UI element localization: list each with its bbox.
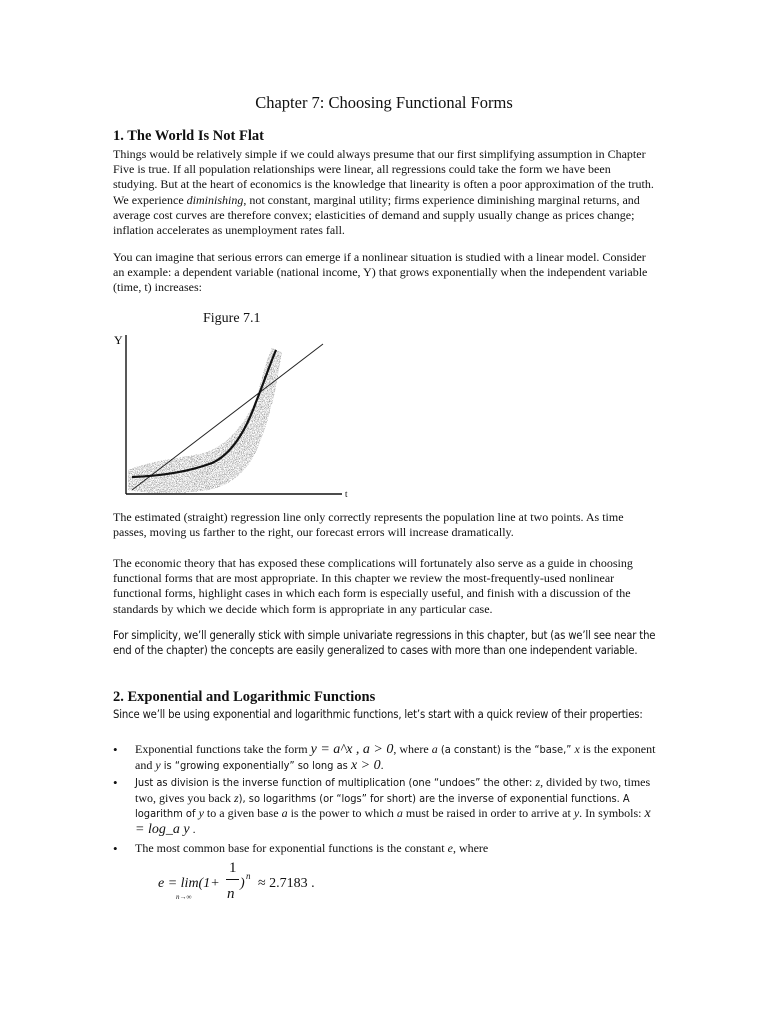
bullet1-text: is “growing exponentially” so long as <box>160 758 351 772</box>
bullet1-text: , where <box>393 742 432 756</box>
var-y: y <box>198 806 204 820</box>
e-formula-close-paren: ) <box>240 876 245 891</box>
var-a: a <box>281 806 288 820</box>
paragraph-intro <box>113 147 658 238</box>
figure-y-axis-label: Y <box>114 333 123 347</box>
figure-x-axis-label: t <box>345 489 348 499</box>
var-z: z <box>535 775 541 789</box>
var-y: y <box>155 757 161 772</box>
bullet1-text: Exponential functions take the form <box>135 742 311 756</box>
paragraph-regression-line: The estimated (straight) regression line only correctly represents the population line at two points. As time passes, moving us farther to the right, our forecast errors will increase dramatically. <box>113 510 624 540</box>
bullet2-text: . <box>189 821 196 836</box>
figure-caption: Figure 7.1 <box>203 311 261 326</box>
var-y: y <box>573 806 580 820</box>
bullet3-text: , where <box>452 841 489 855</box>
bullet2-text: must be raised in order to arrive at <box>402 806 574 820</box>
var-a: a <box>396 806 403 820</box>
var-z: z <box>233 790 239 805</box>
bullet1-text: is the exponent and <box>135 742 656 772</box>
bullet2-text: . In symbols: <box>579 806 645 820</box>
bullet2-text: is the power to which <box>287 806 397 820</box>
paragraph-nonlinear-example: You can imagine that serious errors can emerge if a nonlinear situation is studied with a linear model. Consider an example: a dependent variable (national income, Y) that grows exponentially when the independent variable (time, t) increases: <box>113 250 648 295</box>
para1-text-b: , not constant, marginal utility; firms experience diminishing marginal returns, and average cost curves are therefore convex; elasticities of demand and supply usually change as prices change; inflation accelerates as unemployment rates fall. <box>113 192 640 238</box>
exponential-formula: y = a^x , a > 0 <box>310 742 394 757</box>
chapter-title: Chapter 7: Choosing Functional Forms <box>255 93 513 112</box>
list-item-logarithm <box>113 775 658 837</box>
bullet1-text: (a constant) is the “base,” <box>437 743 575 756</box>
paragraph-review-intro: Since we’ll be using exponential and logarithmic functions, let’s start with a quick review of their properties: <box>113 708 643 721</box>
bullet2-text: to a given base <box>203 806 282 820</box>
para1-emphasis: diminishing <box>186 192 244 207</box>
bullet2-text: Just as division is the inverse function of multiplication (one “undoes” the other: <box>135 776 536 789</box>
var-e: e <box>447 841 453 855</box>
bullet3-text: The most common base for exponential functions is the constant <box>135 841 448 855</box>
e-formula-frac-num: 1 <box>229 860 237 876</box>
e-formula-rhs: ≈ 2.7183 . <box>258 876 315 891</box>
figure-scatter-cloud <box>128 348 282 493</box>
e-formula-lhs: e = lim(1+ <box>158 876 220 891</box>
e-formula-frac-bar <box>226 879 239 880</box>
properties-list <box>113 742 658 857</box>
var-a: a <box>431 742 438 756</box>
bullet2-text: ), so logarithms (or “logs” for short) are the inverse of exponential functions. A logarithm of <box>135 791 630 820</box>
list-item-base-e <box>113 841 658 857</box>
paragraph-simplicity: For simplicity, we’ll generally stick with simple univariate regressions in this chapter, but (as we’ll see near the end of the chapter) the concepts are easily generalized to cases with more than one independent variable. <box>113 629 656 658</box>
e-formula-exponent: n <box>246 871 251 881</box>
section-heading-exp-log: 2. Exponential and Logarithmic Functions <box>113 689 376 705</box>
section-heading-world-not-flat: 1. The World Is Not Flat <box>113 128 264 144</box>
paragraph-economic-theory: The economic theory that has exposed these complications will fortunately also serve as a guide in choosing functional forms that are most appropriate. In this chapter we review the most-frequently-used nonlinear functional forms, highlight cases in which each form is especially useful, and finish with a discussion of the standards by which we decide which form is appropriate in any particular case. <box>113 556 633 616</box>
e-formula-limit-sub: n→∞ <box>176 893 192 901</box>
para1-text-a: Things would be relatively simple if we could always presume that our first simplifying assumption in Chapter Five is true. If all population relationships were linear, all regressions could take the form we have been studying. But at the heart of economics is the knowledge that linearity is often a poor approximation of the truth. We experience <box>113 147 654 207</box>
e-limit-formula <box>158 862 458 902</box>
logarithm-formula: x = log_a y <box>135 806 651 837</box>
list-item-exponential <box>113 742 658 773</box>
exponent-condition: x > 0 <box>350 757 381 773</box>
bullet2-text: , divided by two, times two, gives you back <box>135 775 651 805</box>
e-formula-frac-den: n <box>227 886 235 902</box>
var-x: x <box>574 742 580 756</box>
bullet1-text: . <box>380 757 384 772</box>
figure-7-1 <box>110 330 360 500</box>
